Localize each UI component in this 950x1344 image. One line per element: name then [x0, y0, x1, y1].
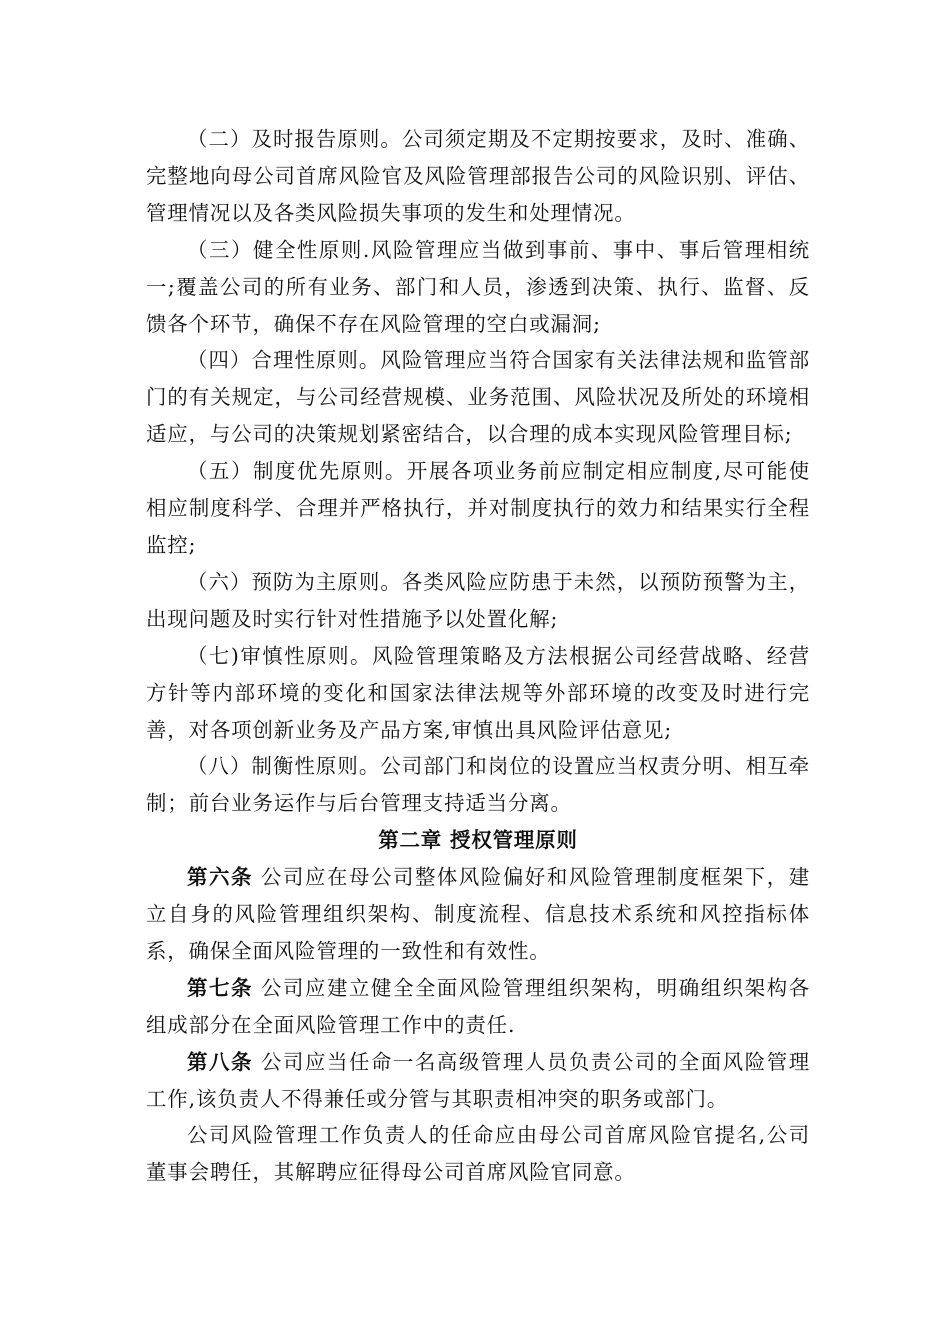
article-text: 公司应建立健全全面风险管理组织架构，明确组织架构各组成部分在全面风险管理工作中的责任.: [146, 975, 810, 1037]
principle-paragraph: （三）健全性原则.风险管理应当做到事前、事中、事后管理相统一;覆盖公司的所有业务、部门和人员，渗透到决策、执行、监督、反馈各个环节，确保不存在风险管理的空白或漏洞;: [146, 237, 810, 336]
article-paragraph: [146, 859, 810, 970]
article-label: 第七条: [187, 975, 253, 1000]
principle-paragraph: （四）合理性原则。风险管理应当符合国家有关法律法规和监管部门的有关规定，与公司经营规模、业务范围、风险状况及所处的环境相适应，与公司的决策规划紧密结合，以合理的成本实现风险管理目标;: [146, 348, 810, 447]
principle-paragraph: （二）及时报告原则。公司须定期及不定期按要求，及时、准确、完整地向母公司首席风险官及风险管理部报告公司的风险识别、评估、管理情况以及各类风险损失事项的发生和处理情况。: [146, 127, 810, 225]
document-page: [146, 121, 810, 1191]
article-paragraph: [146, 970, 810, 1044]
article-text: 公司应当任命一名高级管理人员负责公司的全面风险管理工作,该负责人不得兼任或分管与其职责相冲突的职务或部门。: [146, 1049, 810, 1111]
article-label: 第八条: [187, 1049, 253, 1074]
closing-paragraph: 公司风险管理工作负责人的任命应由母公司首席风险官提名,公司董事会聘任，其解聘应征得母公司首席风险官同意。: [146, 1123, 810, 1185]
article-text: 公司应在母公司整体风险偏好和风险管理制度框架下，建立自身的风险管理组织架构、制度流程、信息技术系统和风控指标体系，确保全面风险管理的一致性和有效性。: [146, 865, 810, 963]
principle-paragraph: （八）制衡性原则。公司部门和岗位的设置应当权责分明、相互牵制；前台业务运作与后台管理支持适当分离。: [146, 754, 810, 816]
principle-paragraph: （五）制度优先原则。开展各项业务前应制定相应制度,尽可能使相应制度科学、合理并严格执行，并对制度执行的效力和结果实行全程监控;: [146, 459, 810, 557]
article-paragraph: [146, 1044, 810, 1118]
principle-paragraph: （七)审慎性原则。风险管理策略及方法根据公司经营战略、经营方针等内部环境的变化和国家法律法规等外部环境的改变及时进行完善，对各项创新业务及产品方案,审慎出具风险评估意见;: [146, 643, 810, 742]
principle-paragraph: （六）预防为主原则。各类风险应防患于未然，以预防预警为主，出现问题及时实行针对性措施予以处置化解;: [146, 569, 810, 631]
article-label: 第六条: [187, 865, 253, 890]
chapter-heading: 第二章 授权管理原则: [378, 828, 578, 853]
